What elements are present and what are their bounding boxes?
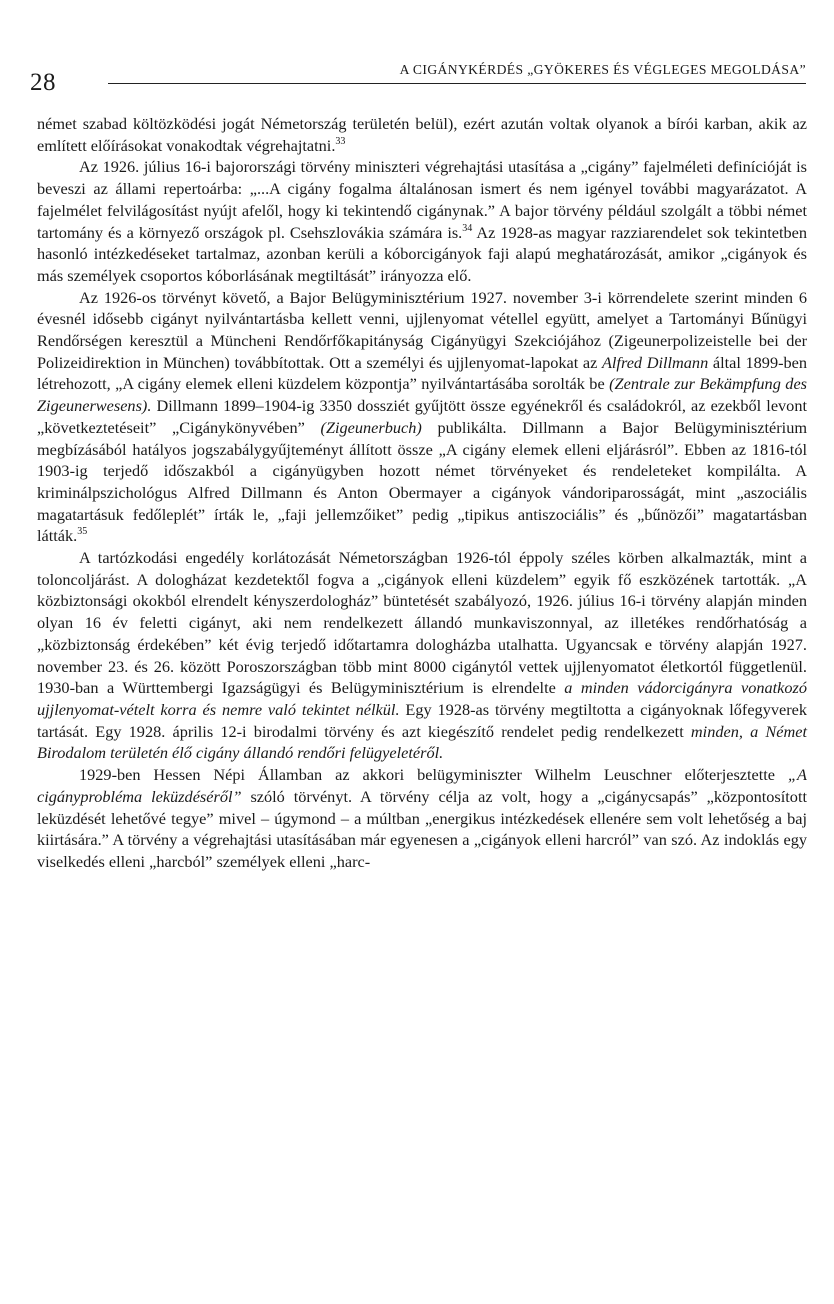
paragraph-2-text-b: Az 1928-as magyar razziarendelet sok tekintetben hasonló intézkedéseket tartalmaz, azonban kerüli a kóborcigányok faji alapú meghatározását, amikor „cigányok és más személyek csoportos kóborlásának megtiltását” irányozza elő. <box>37 222 808 285</box>
paragraph-3-italic-b: (Zentrale zur Bekämpfung des Zigeunerwesens). <box>37 374 808 416</box>
paragraph-5-italic-a: „A cigányprobléma leküzdéséről” <box>37 765 807 806</box>
paragraph-3-text-a: Az 1926-os törvényt követő, a Bajor Belügyminisztérium 1927. november 3-i körrendelete szerint minden 6 évesnél idősebb cigányt nyilvántartásba kellett venni, ujjlenyomat vétellel együtt, amelyet a Tartományi Bűnügyi Rendőrségen keresztül a Müncheni Rendőrfőkapitányság Cigányügyi Szekciójához (Zigeunerpolizeistelle bei der Polizeidirektion in München) továbbítottak. Ott a személyi és ujjlenyomat-lapokat az <box>37 287 807 372</box>
paragraph-3 <box>37 287 807 547</box>
paragraph-4-italic-a: a minden vádorcigányra vonatkozó ujjlenyomat-vételt korra és nemre való tekintet nélkül. <box>37 678 807 719</box>
header-rule <box>108 83 806 84</box>
paragraph-3-italic-a: Alfred Dillmann <box>601 352 709 372</box>
paragraph-5 <box>37 764 807 873</box>
paragraph-5-text-b: szóló törvényt. A törvény célja az volt, hogy a „cigánycsapás” „központosított leküzdését lehetővé tegye” mivel – úgymond – a múltban „energikus intézkedések ellenére sem volt lehetőség a baj kiirtására.” A törvény a végrehajtási utasításában már egyenesen a „cigányok elleni harcról” van szó. Az indoklás egy viselkedés elleni „harcból” személyek elleni „harc- <box>37 786 807 871</box>
paragraph-1-text: német szabad költözködési jogát Németország területén belül), ezért azután voltak olyanok a bírói karban, akik az említett előírásokat vonakodtak végrehajtatni. <box>37 114 807 155</box>
paragraph-3-italic-c: (Zigeunerbuch) <box>320 417 422 437</box>
paragraph-1 <box>37 113 807 156</box>
paragraph-3-text-c: Dillmann 1899–1904-ig 3350 dossziét gyűjtött össze egyénekről és családokról, az ezekből levont „következtetéseit” „Cigánykönyvében” <box>37 396 807 437</box>
page-number: 28 <box>30 69 56 96</box>
footnote-ref-34: 34 <box>462 222 473 234</box>
paragraph-2-text-a: Az 1926. július 16-i bajorországi törvény miniszteri végrehajtási utasítása a „cigány” fajelméleti definícióját is beveszi az állami repertoárba: „...A cigány fogalma általánosan ismert és nem igényel további magyarázatot. A fajelmélet felvilágosítást nyújt afelől, hogy ki tekintendő cigánynak.” A bajor törvény például szolgált a többi német tartomány és a környező országok pl. Csehszlovákia számára is. <box>37 157 807 242</box>
paragraph-3-text-b: által 1899-ben létrehozott, „A cigány elemek elleni küzdelem központja” nyilvántartásába sorolták be <box>37 352 808 394</box>
running-title: A CIGÁNYKÉRDÉS „GYÖKERES ÉS VÉGLEGES MEGOLDÁSA” <box>399 62 806 77</box>
footnote-ref-35: 35 <box>77 526 88 538</box>
paragraph-4 <box>37 547 807 764</box>
paragraph-4-text-a: A tartózkodási engedély korlátozását Németországban 1926-tól éppoly széles körben alkalmazták, mint a toloncoljárást. A dologházat kezdetektől fogva a „cigányok elleni küzdelem” egyik fő eszközének tartották. „A közbiztonsági okokból elrendelt kényszerdologház” büntetését szabályozó, 1926. július 16-i törvény alapján minden olyan 16 év feletti cigányt, aki nem rendelkezett állandó munkaviszonnyal, az illetékes rendőrhatóság a „közbiztonság érdekében” két évig terjedő időtartamra dologházba utalhatta. Ugyancsak e törvény alapján 1927. november 23. és 26. között Poroszországban több mint 8000 cigánytól vettek ujjlenyomatot életkortól függetlenül. 1930-ban a Württembergi Igazságügyi és Belügyminisztérium is elrendelte <box>37 548 807 698</box>
paragraph-4-text-b: Egy 1928-as törvény megtiltotta a cigányoknak lőfegyverek tartását. Egy 1928. április 12-i birodalmi törvény és azt kiegészítő rendelet pedig rendelkezett <box>37 699 807 741</box>
paragraph-2 <box>37 156 807 286</box>
paragraph-3-text-d: publikálta. Dillmann a Bajor Belügyminisztérium megbízásából hatályos jogszabálygyűjteményt állított össze „A cigány elemek elleni eljárásról”. Ebben az 1816-tól 1903-ig terjedő időszakból a cigányügyben hozott német törvényeket és rendeleteket kompilálta. A kriminálpszichológus Alfred Dillmann és Anton Obermayer a cigányok vándoriparosságát, mint „aszociális magatartásuk fedőleplét” írták le, „faji jellemzőiket” pedig „tipikus antiszociális” és „bűnözői” magatartásban látták. <box>37 417 808 546</box>
paragraph-4-italic-b: minden, a Német Birodalom területén élő cigány állandó rendőri felügyeletéről. <box>37 721 807 763</box>
footnote-ref-33: 33 <box>335 135 346 147</box>
body-text <box>37 113 807 873</box>
paragraph-5-text-a: 1929-ben Hessen Népi Államban az akkori belügyminiszter Wilhelm Leuschner előterjesztette <box>79 765 788 785</box>
